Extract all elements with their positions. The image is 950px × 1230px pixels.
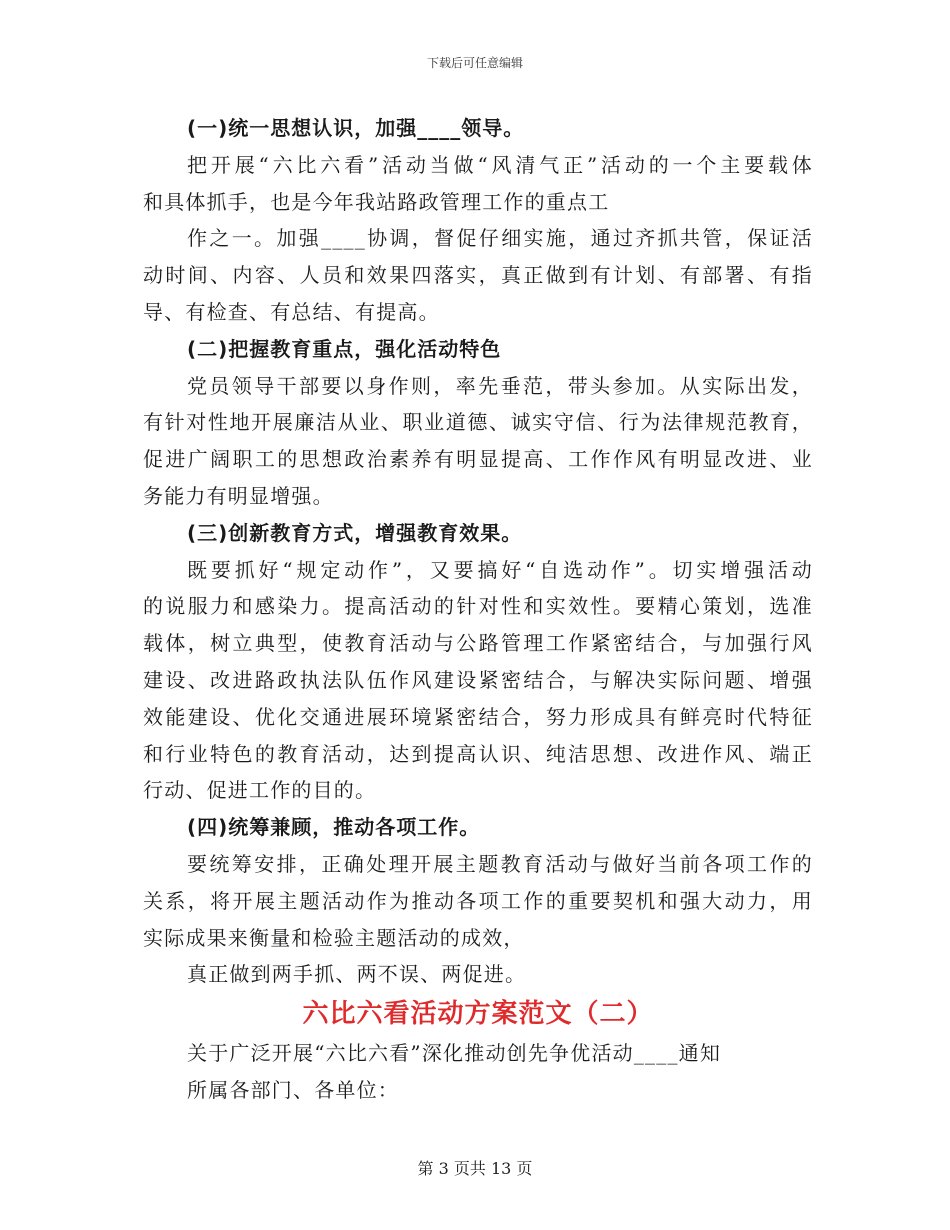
paragraph-line: 动时间、内容、人员和效果四落实，真正做到有计划、有部署、有指 [143, 263, 813, 288]
paragraph-first-line: 要统筹安排，正确处理开展主题教育活动与做好当前各项工作的 [187, 851, 813, 876]
paragraph-line: 载体，树立典型，使教育活动与公路管理工作紧密结合，与加强行风 [143, 631, 813, 656]
paragraph-first-line: 作之一。加强____协调，督促仔细实施，通过齐抓共管，保证活 [187, 226, 813, 251]
paragraph-first-line: 把开展“六比六看”活动当做“风清气正”活动的一个主要载体 [187, 152, 813, 177]
paragraph-line: 的说服力和感染力。提高活动的针对性和实效性。要精心策划，选准 [143, 594, 813, 619]
paragraph-line: 导、有检查、有总结、有提高。 [143, 299, 440, 324]
paragraph-line: 有针对性地开展廉洁从业、职业道德、诚实守信、行为法律规范教育， [143, 410, 813, 435]
section-heading: (一)统一思想认识，加强____领导。 [187, 116, 525, 140]
paragraph-line: 效能建设、优化交通进展环境紧密结合，努力形成具有鲜亮时代特征 [143, 704, 813, 729]
page-footer: 第 3 页共 13 页 [417, 1159, 533, 1178]
paragraph-first-line: 既要抓好“规定动作”，又要搞好“自选动作”。切实增强活动 [187, 557, 813, 582]
paragraph-line: 和具体抓手，也是今年我站路政管理工作的重点工 [143, 189, 610, 214]
paragraph-first-line: 党员领导干部要以身作则，率先垂范，带头参加。从实际出发， [187, 373, 813, 398]
paragraph-line: 关于广泛开展“六比六看”深化推动创先争优活动____通知 [187, 1041, 722, 1066]
paragraph-line: 真正做到两手抓、两不误、两促进。 [187, 962, 527, 987]
document-body [143, 110, 813, 1109]
paragraph-line: 和行业特色的教育活动，达到提高认识、纯洁思想、改进作风、端正 [143, 741, 813, 766]
paragraph-line: 务能力有明显增强。 [143, 483, 334, 508]
paragraph-line: 所属各部门、各单位： [187, 1077, 399, 1102]
paragraph-line: 促进广阔职工的思想政治素养有明显提高、工作作风有明显改进、业 [143, 447, 813, 472]
paragraph-line: 关系，将开展主题活动作为推动各项工作的重要契机和强大动力，用 [143, 888, 813, 913]
paragraph-line: 建设、改进路政执法队伍作风建设紧密结合，与解决实际问题、增强 [143, 667, 813, 692]
paragraph-line: 行动、促进工作的目的。 [143, 778, 377, 803]
document-title: 六比六看活动方案范文（二） [302, 999, 654, 1030]
section-heading: (四)统筹兼顾，推动各项工作。 [187, 815, 481, 840]
page-header: 下载后可任意编辑 [426, 56, 523, 70]
section-heading: (三)创新教育方式，增强教育效果。 [187, 520, 523, 545]
section-heading: (二)把握教育重点，强化活动特色 [187, 336, 502, 361]
paragraph-line: 实际成果来衡量和检验主题活动的成效， [143, 925, 525, 950]
